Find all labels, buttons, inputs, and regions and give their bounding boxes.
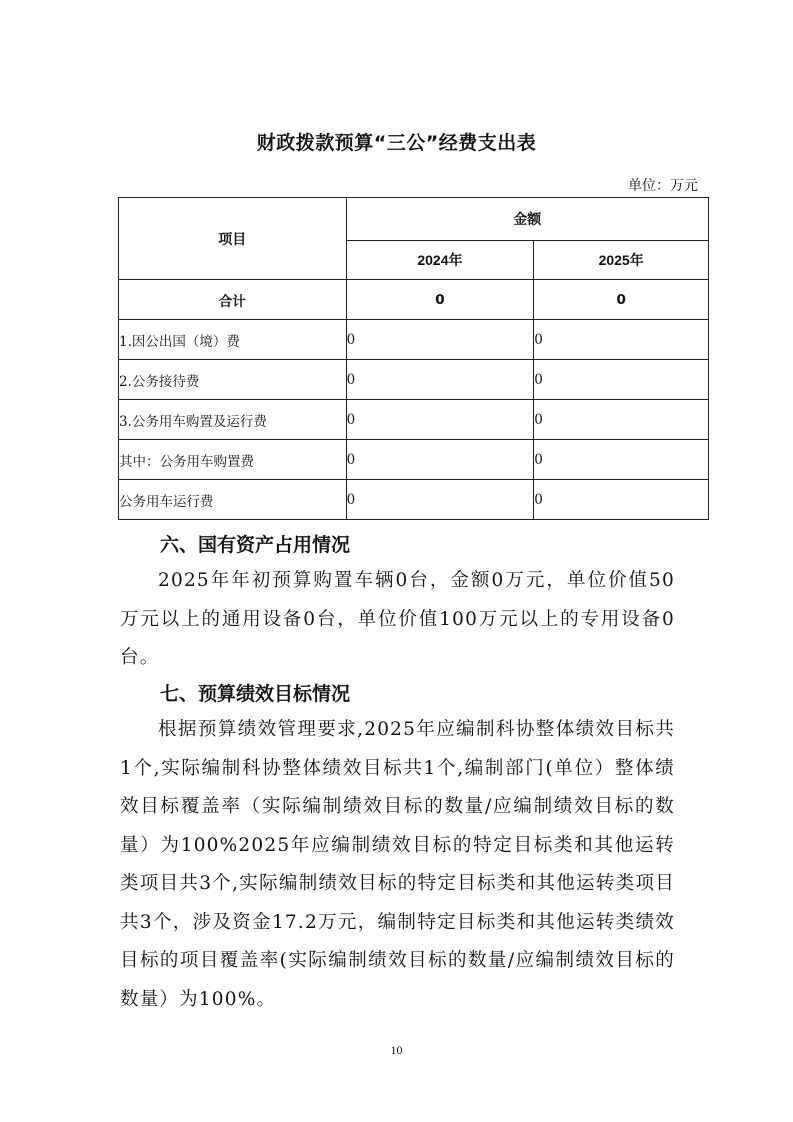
table-title: 财政拨款预算“三公”经费支出表 <box>256 132 537 154</box>
row-label: 3.公务用车购置及运行费 <box>119 400 347 440</box>
row-value-2024: 0 <box>346 440 534 480</box>
table-row <box>119 440 709 480</box>
header-year-2025: 2025年 <box>534 241 709 280</box>
header-amount: 金额 <box>346 198 708 241</box>
row-label: 其中：公务用车购置费 <box>119 440 347 480</box>
table-row <box>119 360 709 400</box>
section-heading-performance: 七、预算绩效目标情况 <box>160 683 351 705</box>
unit-label: 单位：万元 <box>628 178 698 194</box>
total-2024: 0 <box>346 280 534 320</box>
row-value-2025: 0 <box>534 440 709 480</box>
table-row <box>119 320 709 360</box>
three-public-expenses-table <box>118 197 709 520</box>
row-value-2025: 0 <box>534 400 709 440</box>
row-value-2025: 0 <box>534 360 709 400</box>
row-label: 1.因公出国（境）费 <box>119 320 347 360</box>
header-year-2024: 2024年 <box>346 241 534 280</box>
header-item: 项目 <box>119 198 347 280</box>
total-label: 合计 <box>119 280 347 320</box>
section-heading-assets: 六、国有资产占用情况 <box>160 534 351 556</box>
row-value-2024: 0 <box>346 320 534 360</box>
table-header-row <box>119 198 709 241</box>
page-number: 10 <box>390 1043 403 1057</box>
row-label: 公务用车运行费 <box>119 480 347 520</box>
table-row <box>119 400 709 440</box>
row-value-2025: 0 <box>534 480 709 520</box>
table-row-total <box>119 280 709 320</box>
row-value-2024: 0 <box>346 400 534 440</box>
row-value-2024: 0 <box>346 480 534 520</box>
row-value-2025: 0 <box>534 320 709 360</box>
section-body-performance: 根据预算绩效管理要求,2025年应编制科协整体绩效目标共1个,实际编制科协整体绩效目标共1个,编制部门(单位）整体绩效目标覆盖率（实际编制绩效目标的数量/应编制绩效目标的数量）为100%2025年应编制绩效目标的特定目标类和其他运转类项目共3个,实际编制绩效目标的特定目标类和其他运转类项目共3个，涉及资金17.2万元，编制特定目标类和其他运转类绩效目标的项目覆盖率(实际编制绩效目标的数量/应编制绩效目标的数量）为100%。 <box>120 719 675 1010</box>
row-value-2024: 0 <box>346 360 534 400</box>
row-label: 2.公务接待费 <box>119 360 347 400</box>
section-body-assets: 2025年年初预算购置车辆0台，金额0万元，单位价值50万元以上的通用设备0台，单位价值100万元以上的专用设备0台。 <box>120 570 675 668</box>
total-2025: 0 <box>534 280 709 320</box>
table-row <box>119 480 709 520</box>
